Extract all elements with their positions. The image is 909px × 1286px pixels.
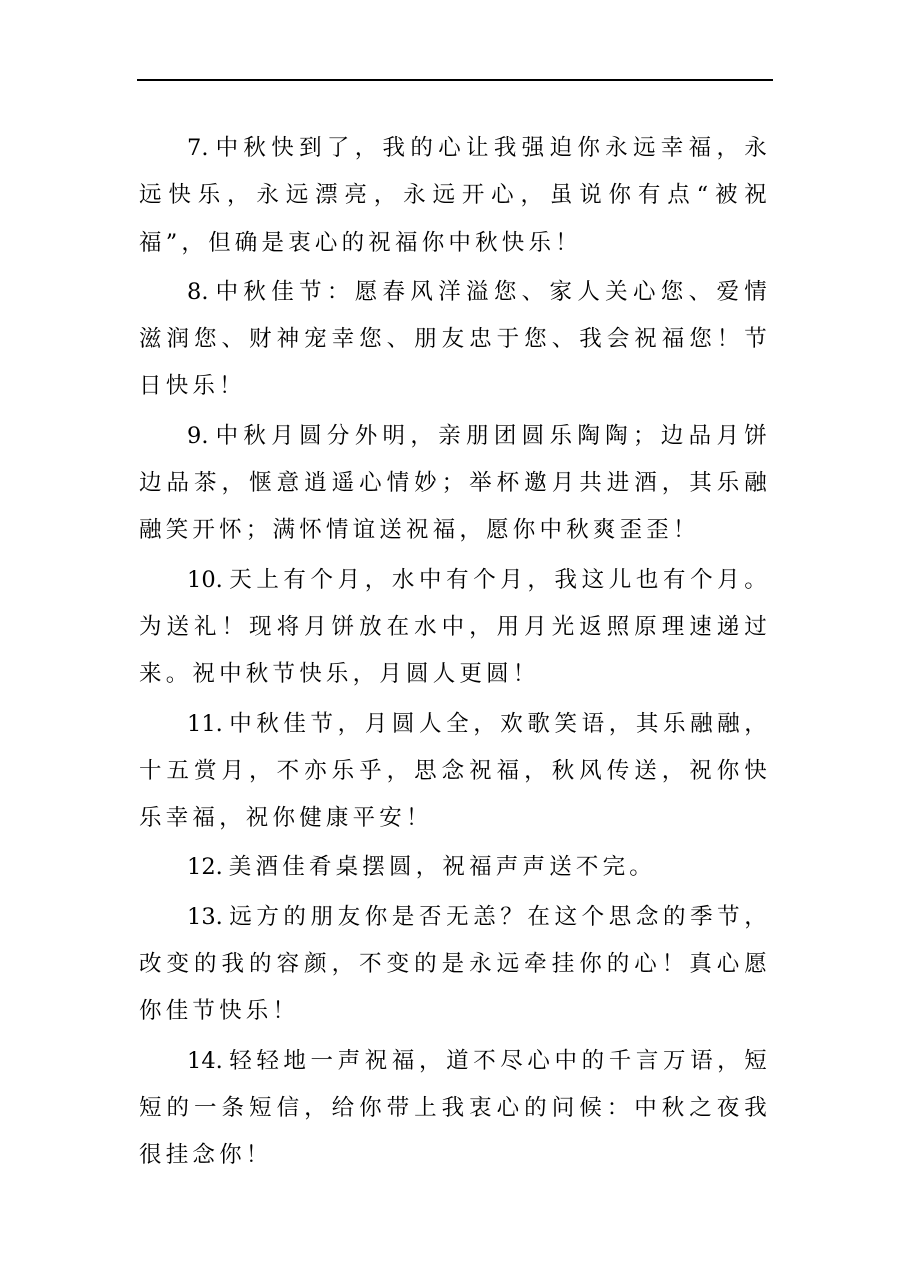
paragraph-text: 轻轻地一声祝福，道不尽心中的千言万语，短短的一条短信，给你带上我衷心的问候：中秋之夜我很挂念你！ [139,1047,771,1169]
document-body [139,125,771,1182]
paragraph-text: 美酒佳肴桌摆圆，祝福声声送不完。 [228,854,656,881]
paragraph-number: 12. [187,854,223,881]
paragraph-number: 10. [187,566,223,593]
paragraph-14 [139,1038,771,1180]
paragraph-text: 中秋快到了，我的心让我强迫你永远幸福，永远快乐，永远漂亮，永远开心，虽说你有点“被祝福”，但确是衷心的祝福你中秋快乐！ [139,135,771,256]
paragraph-11 [139,701,771,843]
paragraph-13 [139,894,771,1036]
paragraph-text: 中秋月圆分外明，亲朋团圆乐陶陶；边品月饼边品茶，惬意逍遥心情妙；举杯邀月共进酒，其乐融融笑开怀；满怀情谊送祝福，愿你中秋爽歪歪！ [139,422,771,544]
paragraph-text: 中秋佳节，月圆人全，欢歌笑语，其乐融融，十五赏月，不亦乐乎，思念祝福，秋风传送，祝你快乐幸福，祝你健康平安！ [139,710,771,832]
paragraph-text: 远方的朋友你是否无恙？在这个思念的季节，改变的我的容颜，不变的是永远牵挂你的心！真心愿你佳节快乐！ [139,903,771,1025]
paragraph-text: 天上有个月，水中有个月，我这儿也有个月。为送礼！现将月饼放在水中，用月光返照原理速递过来。祝中秋节快乐，月圆人更圆！ [139,566,771,688]
paragraph-10 [139,557,771,699]
paragraph-number: 11. [187,710,223,737]
paragraph-number: 14. [187,1047,223,1074]
paragraph-12 [139,844,771,891]
paragraph-8 [139,269,771,411]
paragraph-number: 7. [187,135,209,161]
paragraph-number: 8. [187,278,209,305]
header-rule [137,79,773,81]
paragraph-number: 13. [187,903,223,930]
paragraph-9 [139,413,771,555]
paragraph-7 [139,125,771,267]
paragraph-text: 中秋佳节：愿春风洋溢您、家人关心您、爱情滋润您、财神宠幸您、朋友忠于您、我会祝福您！节日快乐！ [139,278,771,400]
paragraph-number: 9. [187,422,209,449]
